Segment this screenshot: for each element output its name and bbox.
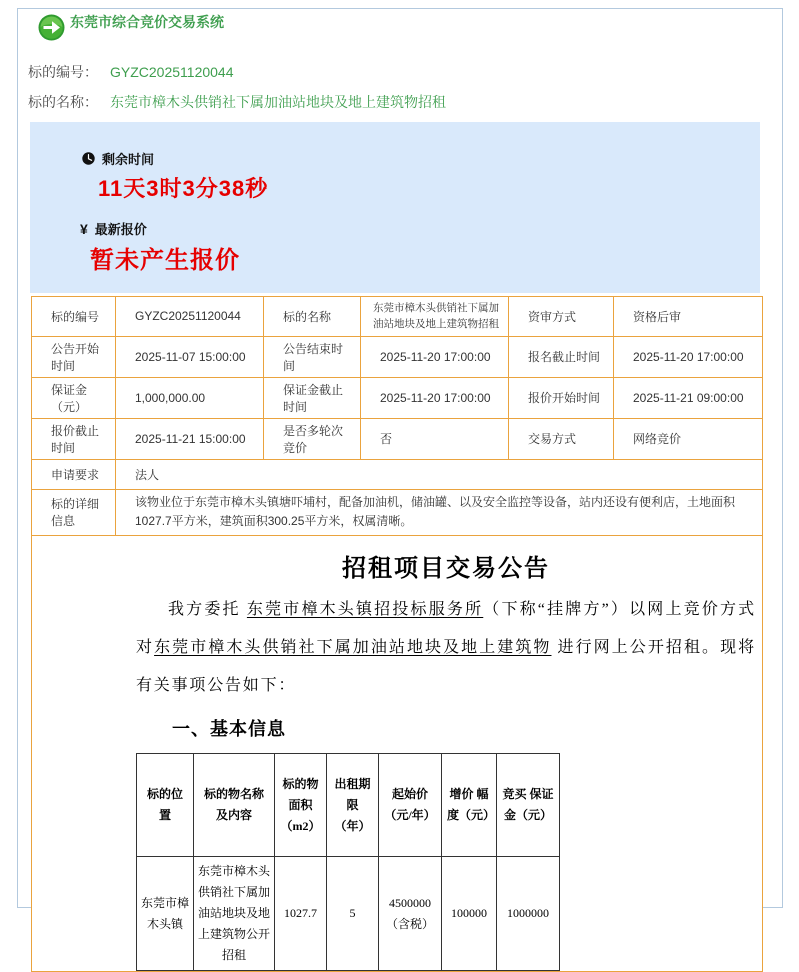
cell-value: 2025-11-20 17:00:00 [614,336,763,377]
table-row [32,459,763,489]
cell-increment: 100000 [442,857,497,971]
announcement-row [32,536,763,972]
latest-offer-label: 最新报价 [94,222,147,237]
remaining-time-row [82,149,154,168]
col-header: 竞买 保证金（元） [497,754,560,857]
announcement-cell [32,536,763,972]
cell-label: 报价开始时间 [509,377,614,418]
lot-number-row [28,62,234,82]
announcement-title: 招租项目交易公告 [342,556,550,583]
bidding-status-panel [30,122,760,293]
cell-label: 标的编号 [32,297,116,337]
yen-icon: ¥ [80,220,88,237]
clock-icon [82,152,95,165]
lot-info-table [31,296,763,972]
col-header: 标的物名称及内容 [194,754,275,857]
announcement-paragraph [136,591,756,705]
para-underlined-asset: 东莞市樟木头供销社下属加油站地块及地上建筑物 [154,639,552,657]
para-text: 进行网上公开招租。现将有关事项公告如下： [136,639,756,695]
table-row [32,297,763,337]
latest-offer-value: 暂未产生报价 [90,247,240,274]
cell-value: 2025-11-21 09:00:00 [614,377,763,418]
cell-value: 1,000,000.00 [116,377,264,418]
cell-area: 1027.7 [275,857,327,971]
col-header: 标的位置 [137,754,194,857]
basic-table-data-row [137,857,560,971]
cell-label: 资审方式 [509,297,614,337]
system-title[interactable]: 东莞市综合竞价交易系统 [70,14,224,30]
col-header: 标的物面积（m2） [275,754,327,857]
cell-value: GYZC20251120044 [116,297,264,337]
cell-label: 公告开始时间 [32,336,116,377]
section-basic-info-heading: 一、基本信息 [172,719,286,740]
lot-name-value: 东莞市樟木头供销社下属加油站地块及地上建筑物招租 [110,94,446,110]
table-row [32,418,763,459]
lot-number-value: GYZC20251120044 [110,64,234,80]
basic-info-table [136,753,560,971]
lot-number-label: 标的编号： [28,64,98,80]
cell-value: 2025-11-07 15:00:00 [116,336,264,377]
lot-name-label: 标的名称： [28,94,98,110]
cell-value: 2025-11-20 17:00:00 [361,377,509,418]
cell-value: 网络竞价 [614,418,763,459]
cell-start-price: 4500000 （含税） [379,857,442,971]
cell-label: 标的详细信息 [32,489,116,536]
announcement-document [32,536,762,971]
cell-label: 申请要求 [32,459,116,489]
para-text: （下称“挂牌方”）以网上竞价方式对 [136,601,756,657]
table-row [32,336,763,377]
col-header: 增价 幅度（元） [442,754,497,857]
para-text: 我方委托 [168,601,247,619]
table-row [32,377,763,418]
remaining-time-value: 11天3时3分38秒 [98,176,269,201]
col-header: 起始价（元/年） [379,754,442,857]
cell-label: 公告结束时间 [264,336,361,377]
cell-label: 是否多轮次竞价 [264,418,361,459]
cell-value: 2025-11-20 17:00:00 [361,336,509,377]
cell-value: 该物业位于东莞市樟木头镇塘吓埔村，配备加油机，储油罐、以及安全监控等设备，站内还设有便利店，土地面积1027.7平方米，建筑面积300.25平方米，权属清晰。 [116,489,763,536]
cell-label: 标的名称 [264,297,361,337]
lot-name-row [28,92,446,112]
cell-value: 东莞市樟木头供销社下属加油站地块及地上建筑物招租 [361,297,509,337]
system-logo-arrow-icon[interactable] [38,14,65,41]
cell-label: 交易方式 [509,418,614,459]
cell-value: 否 [361,418,509,459]
cell-deposit: 1000000 [497,857,560,971]
col-header: 出租期限（年） [327,754,379,857]
basic-table-header-row [137,754,560,857]
latest-offer-row [80,219,147,238]
cell-location: 东莞市樟木头镇 [137,857,194,971]
para-underlined-agency: 东莞市樟木头镇招投标服务所 [246,601,484,619]
cell-value: 资格后审 [614,297,763,337]
cell-label: 报价截止时间 [32,418,116,459]
cell-value: 法人 [116,459,763,489]
cell-value: 2025-11-21 15:00:00 [116,418,264,459]
cell-label: 报名截止时间 [509,336,614,377]
remaining-time-label: 剩余时间 [102,152,155,167]
cell-label: 保证金（元） [32,377,116,418]
cell-name: 东莞市樟木头供销社下属加油站地块及地上建筑物公开招租 [194,857,275,971]
cell-label: 保证金截止时间 [264,377,361,418]
table-row [32,489,763,536]
cell-term: 5 [327,857,379,971]
